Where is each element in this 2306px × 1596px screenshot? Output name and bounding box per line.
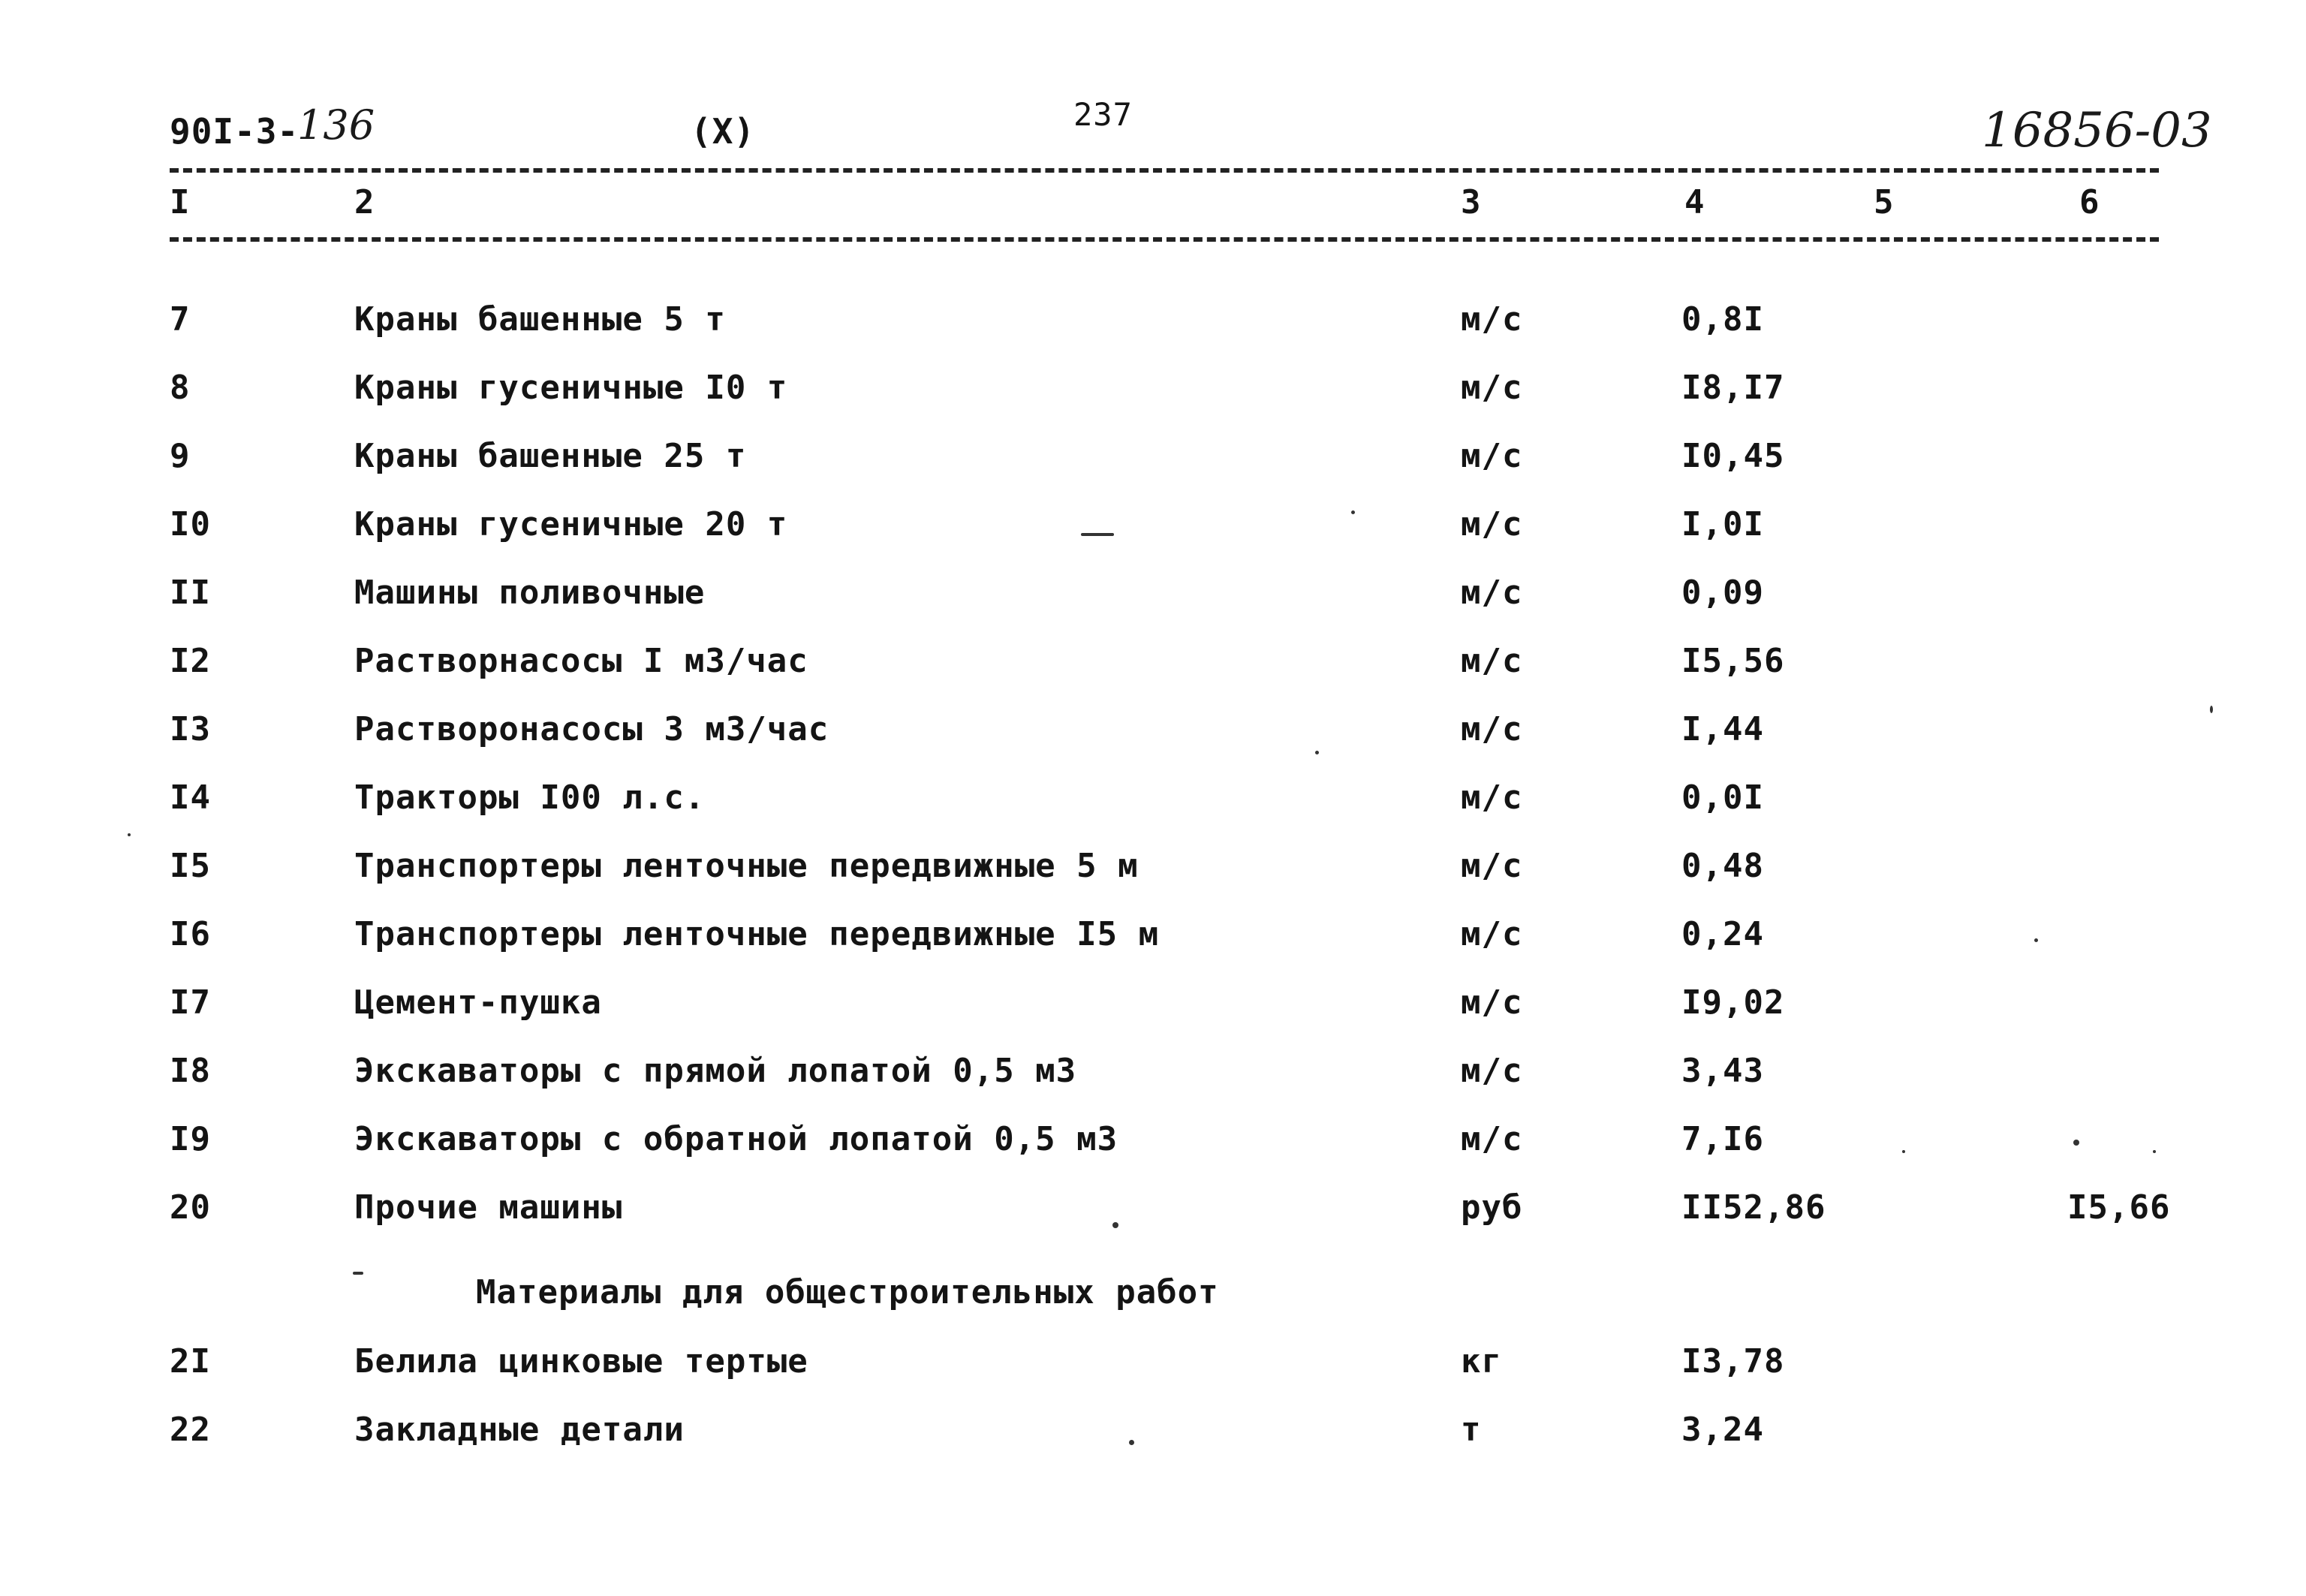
- row-quantity: 0,24: [1681, 915, 1764, 953]
- row-name: Прочие машины: [354, 1188, 623, 1227]
- row-name: Экскаваторы с прямой лопатой 0,5 м3: [354, 1052, 1077, 1090]
- row-unit: т: [1461, 1411, 1482, 1449]
- doc-code: [170, 111, 300, 152]
- row-name: Краны гусеничные I0 т: [354, 369, 788, 407]
- row-number: 9: [170, 437, 191, 475]
- section-heading: Материалы для общестроительных работ: [476, 1273, 1219, 1311]
- row-number: I0: [170, 505, 211, 544]
- row-number: 7: [170, 300, 191, 339]
- archive-number: 16856-03: [1982, 103, 2212, 158]
- row-number: I6: [170, 915, 211, 953]
- column-header: 6: [2079, 183, 2100, 221]
- row-extra: I5,66: [2067, 1188, 2171, 1227]
- row-quantity: 0,8I: [1681, 300, 1764, 339]
- row-number: I3: [170, 710, 211, 748]
- section-marker: (X): [691, 111, 756, 152]
- scan-speck: [353, 1272, 363, 1275]
- scan-speck: [1081, 533, 1114, 536]
- row-name: Закладные детали: [354, 1411, 685, 1449]
- row-number: 8: [170, 369, 191, 407]
- row-unit: руб: [1461, 1188, 1523, 1227]
- row-unit: м/с: [1461, 574, 1523, 612]
- column-header: 4: [1684, 183, 1705, 221]
- page-number: 237: [1073, 96, 1133, 133]
- row-unit: м/с: [1461, 710, 1523, 748]
- row-name: Транспортеры ленточные передвижные I5 м: [354, 915, 1160, 953]
- row-number: 22: [170, 1411, 211, 1449]
- row-quantity: I3,78: [1681, 1342, 1785, 1381]
- row-number: I2: [170, 642, 211, 680]
- row-name: Белила цинковые тертые: [354, 1342, 808, 1381]
- row-name: Краны гусеничные 20 т: [354, 505, 788, 544]
- row-unit: м/с: [1461, 983, 1523, 1022]
- doc-code-typed: 90I-3-: [170, 111, 300, 152]
- row-number: II: [170, 574, 211, 612]
- row-name: Тракторы I00 л.с.: [354, 778, 706, 817]
- column-header: 5: [1874, 183, 1895, 221]
- row-unit: м/с: [1461, 1120, 1523, 1158]
- column-header: 3: [1461, 183, 1482, 221]
- row-unit: м/с: [1461, 369, 1523, 407]
- row-number: I8: [170, 1052, 211, 1090]
- row-unit: м/с: [1461, 778, 1523, 817]
- scan-speck: [2073, 1140, 2079, 1146]
- row-number: I4: [170, 778, 211, 817]
- row-quantity: II52,86: [1681, 1188, 1826, 1227]
- doc-code-handwritten: 136: [297, 101, 375, 149]
- row-quantity: 0,48: [1681, 847, 1764, 885]
- row-quantity: I,44: [1681, 710, 1764, 748]
- row-quantity: 3,43: [1681, 1052, 1764, 1090]
- row-number: I5: [170, 847, 211, 885]
- scan-speck: [2210, 706, 2213, 713]
- scan-speck: [2153, 1150, 2156, 1153]
- scan-speck: [1315, 751, 1319, 754]
- row-name: Краны башенные 5 т: [354, 300, 726, 339]
- scan-speck: [1351, 510, 1355, 514]
- row-unit: м/с: [1461, 847, 1523, 885]
- scan-speck: [1129, 1440, 1134, 1445]
- row-name: Цемент-пушка: [354, 983, 602, 1022]
- header-bottom-rule: [170, 237, 2159, 242]
- row-unit: м/с: [1461, 915, 1523, 953]
- scan-speck: [2034, 938, 2038, 942]
- row-quantity: 0,0I: [1681, 778, 1764, 817]
- row-number: 2I: [170, 1342, 211, 1381]
- scan-speck: [1902, 1150, 1905, 1153]
- row-unit: кг: [1461, 1342, 1502, 1381]
- row-quantity: 3,24: [1681, 1411, 1764, 1449]
- row-quantity: I,0I: [1681, 505, 1764, 544]
- scan-speck: [128, 833, 131, 836]
- row-name: Экскаваторы с обратной лопатой 0,5 м3: [354, 1120, 1118, 1158]
- row-unit: м/с: [1461, 505, 1523, 544]
- column-header: I: [170, 183, 191, 221]
- row-name: Растворнасосы I м3/час: [354, 642, 808, 680]
- row-quantity: I5,56: [1681, 642, 1785, 680]
- row-number: 20: [170, 1188, 211, 1227]
- row-number: I9: [170, 1120, 211, 1158]
- row-quantity: 0,09: [1681, 574, 1764, 612]
- scan-speck: [1112, 1222, 1118, 1228]
- row-unit: м/с: [1461, 300, 1523, 339]
- row-name: Растворонасосы 3 м3/час: [354, 710, 829, 748]
- row-unit: м/с: [1461, 437, 1523, 475]
- row-quantity: I9,02: [1681, 983, 1785, 1022]
- row-unit: м/с: [1461, 642, 1523, 680]
- row-name: Машины поливочные: [354, 574, 706, 612]
- row-quantity: I8,I7: [1681, 369, 1785, 407]
- header-top-rule: [170, 168, 2159, 173]
- row-quantity: 7,I6: [1681, 1120, 1764, 1158]
- row-name: Краны башенные 25 т: [354, 437, 747, 475]
- column-header: 2: [354, 183, 375, 221]
- row-number: I7: [170, 983, 211, 1022]
- row-name: Транспортеры ленточные передвижные 5 м: [354, 847, 1139, 885]
- row-quantity: I0,45: [1681, 437, 1785, 475]
- row-unit: м/с: [1461, 1052, 1523, 1090]
